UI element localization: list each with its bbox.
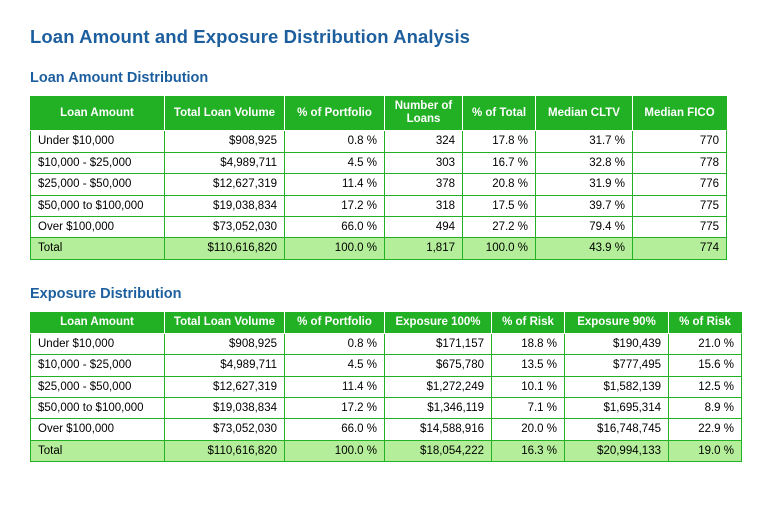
cell-median-fico: 778 [633,153,727,174]
cell-number-of-loans: 378 [385,174,463,195]
section-title-loan-amount-distribution: Loan Amount Distribution [30,70,209,86]
cell-total-loan-volume: $110,616,820 [165,238,285,259]
cell-loan-amount: Under $10,000 [30,334,165,355]
cell-median-fico: 776 [633,174,727,195]
cell-pct-portfolio: 66.0 % [285,419,385,440]
column-header-pct-portfolio: % of Portfolio [285,96,385,131]
cell-loan-amount: $50,000 to $100,000 [30,196,165,217]
cell-number-of-loans: 303 [385,153,463,174]
cell-median-cltv: 39.7 % [536,196,633,217]
cell-pct-portfolio: 11.4 % [285,174,385,195]
cell-pct-portfolio: 0.8 % [285,334,385,355]
cell-exposure-100: $675,780 [385,355,492,376]
cell-loan-amount: Total [30,441,165,462]
column-header-loan-amount: Loan Amount [30,96,165,131]
column-header-total-loan-volume: Total Loan Volume [165,312,285,334]
cell-exposure-100: $1,272,249 [385,377,492,398]
cell-loan-amount: Over $100,000 [30,419,165,440]
page-title: Loan Amount and Exposure Distribution Analysis [30,26,471,47]
cell-pct-total: 17.8 % [463,131,536,152]
cell-loan-amount: Under $10,000 [30,131,165,152]
cell-exposure-90: $1,695,314 [565,398,669,419]
cell-pct-total: 27.2 % [463,217,536,238]
cell-pct-total: 100.0 % [463,238,536,259]
cell-loan-amount: $25,000 - $50,000 [30,174,165,195]
cell-exposure-100: $18,054,222 [385,441,492,462]
cell-exposure-90: $16,748,745 [565,419,669,440]
cell-pct-risk-100: 20.0 % [492,419,565,440]
cell-total-loan-volume: $12,627,319 [165,377,285,398]
cell-median-cltv: 31.9 % [536,174,633,195]
cell-pct-risk-90: 19.0 % [669,441,742,462]
table-header-row [30,96,727,131]
cell-median-cltv: 32.8 % [536,153,633,174]
cell-pct-risk-100: 10.1 % [492,377,565,398]
table-row [30,355,742,376]
cell-number-of-loans: 494 [385,217,463,238]
cell-median-cltv: 43.9 % [536,238,633,259]
cell-pct-risk-90: 22.9 % [669,419,742,440]
table-row [30,377,742,398]
table-row-total [30,441,742,462]
cell-exposure-90: $777,495 [565,355,669,376]
cell-median-fico: 770 [633,131,727,152]
column-header-pct-portfolio: % of Portfolio [285,312,385,334]
table-row-total [30,238,727,259]
cell-exposure-100: $171,157 [385,334,492,355]
column-header-pct-total: % of Total [463,96,536,131]
cell-pct-total: 20.8 % [463,174,536,195]
cell-pct-risk-90: 15.6 % [669,355,742,376]
cell-loan-amount: $10,000 - $25,000 [30,153,165,174]
cell-loan-amount: Total [30,238,165,259]
cell-median-cltv: 79.4 % [536,217,633,238]
table-row [30,334,742,355]
cell-total-loan-volume: $908,925 [165,334,285,355]
cell-exposure-90: $1,582,139 [565,377,669,398]
cell-exposure-100: $1,346,119 [385,398,492,419]
cell-pct-risk-90: 12.5 % [669,377,742,398]
cell-pct-portfolio: 66.0 % [285,217,385,238]
cell-pct-risk-100: 16.3 % [492,441,565,462]
cell-total-loan-volume: $73,052,030 [165,217,285,238]
cell-number-of-loans: 318 [385,196,463,217]
cell-number-of-loans: 324 [385,131,463,152]
cell-total-loan-volume: $4,989,711 [165,355,285,376]
table-row [30,217,727,238]
cell-total-loan-volume: $19,038,834 [165,196,285,217]
cell-pct-portfolio: 4.5 % [285,153,385,174]
cell-pct-portfolio: 4.5 % [285,355,385,376]
cell-total-loan-volume: $908,925 [165,131,285,152]
cell-pct-portfolio: 100.0 % [285,441,385,462]
cell-pct-risk-90: 8.9 % [669,398,742,419]
column-header-exposure-100: Exposure 100% [385,312,492,334]
cell-loan-amount: Over $100,000 [30,217,165,238]
column-header-median-fico: Median FICO [633,96,727,131]
cell-pct-total: 17.5 % [463,196,536,217]
cell-median-fico: 775 [633,217,727,238]
cell-exposure-100: $14,588,916 [385,419,492,440]
cell-exposure-90: $190,439 [565,334,669,355]
table-header-row [30,312,742,334]
cell-pct-portfolio: 0.8 % [285,131,385,152]
cell-exposure-90: $20,994,133 [565,441,669,462]
cell-median-fico: 774 [633,238,727,259]
cell-median-cltv: 31.7 % [536,131,633,152]
cell-pct-risk-90: 21.0 % [669,334,742,355]
cell-total-loan-volume: $4,989,711 [165,153,285,174]
exposure-distribution-table [30,312,742,462]
column-header-pct-risk-90: % of Risk [669,312,742,334]
column-header-median-cltv: Median CLTV [536,96,633,131]
cell-pct-portfolio: 11.4 % [285,377,385,398]
cell-loan-amount: $10,000 - $25,000 [30,355,165,376]
loan-amount-distribution-table [30,96,727,260]
table-row [30,419,742,440]
cell-pct-portfolio: 17.2 % [285,398,385,419]
cell-pct-risk-100: 7.1 % [492,398,565,419]
cell-total-loan-volume: $19,038,834 [165,398,285,419]
cell-pct-portfolio: 17.2 % [285,196,385,217]
cell-pct-risk-100: 13.5 % [492,355,565,376]
cell-total-loan-volume: $73,052,030 [165,419,285,440]
column-header-loan-amount: Loan Amount [30,312,165,334]
cell-pct-portfolio: 100.0 % [285,238,385,259]
cell-total-loan-volume: $12,627,319 [165,174,285,195]
table-row [30,131,727,152]
column-header-pct-risk-100: % of Risk [492,312,565,334]
column-header-total-loan-volume: Total Loan Volume [165,96,285,131]
column-header-exposure-90: Exposure 90% [565,312,669,334]
cell-total-loan-volume: $110,616,820 [165,441,285,462]
section-title-exposure-distribution: Exposure Distribution [30,285,182,302]
cell-median-fico: 775 [633,196,727,217]
cell-pct-total: 16.7 % [463,153,536,174]
table-row [30,196,727,217]
table-row [30,398,742,419]
column-header-number-of-loans: Number of Loans [385,96,463,131]
table-row [30,153,727,174]
cell-loan-amount: $25,000 - $50,000 [30,377,165,398]
cell-number-of-loans: 1,817 [385,238,463,259]
cell-pct-risk-100: 18.8 % [492,334,565,355]
cell-loan-amount: $50,000 to $100,000 [30,398,165,419]
table-row [30,174,727,195]
